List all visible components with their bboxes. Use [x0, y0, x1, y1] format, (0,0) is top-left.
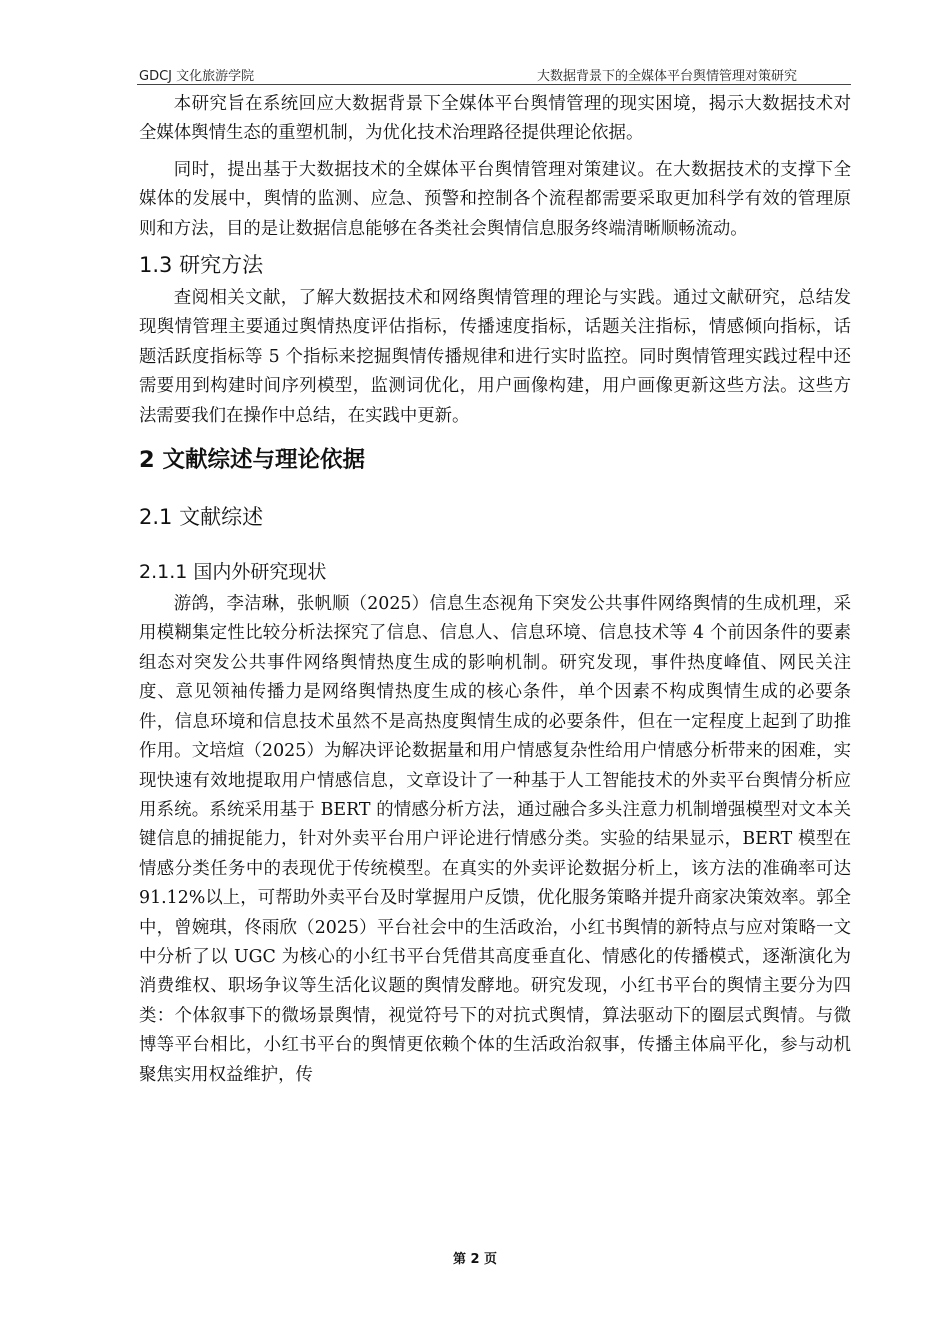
paragraph-literature-review: 游鸽，李洁琳，张帆顺（2025）信息生态视角下突发公共事件网络舆情的生成机理，采用模糊集定性比较分析法探究了信息、信息人、信息环境、信息技术等 4 个前因条件的要素组态对突发公共事件网络舆情热度生成的影响机制。研究发现，事件热度峰值、网民关注度、意见领袖传播力是网络舆情热度生成的核心条件，单个因素不构成舆情生成的必要条件，信息环境和信息技术虽然不是高热度舆情生成的必要条件，但在一定程度上起到了助推作用。文培煊（2025）为解决评论数据量和用户情感复杂性给用户情感分析带来的困难，实现快速有效地提取用户情感信息，文章设计了一种基于人工智能技术的外卖平台舆情分析应用系统。系统采用基于 BERT 的情感分析方法，通过融合多头注意力机制增强模型对文本关键信息的捕捉能力，针对外卖平台用户评论进行情感分类。实验的结果显示，BERT 模型在情感分类任务中的表现优于传统模型。在真实的外卖评论数据分析上，该方法的准确率可达 91.12%以上，可帮助外卖平台及时掌握用户反馈，优化服务策略并提升商家决策效率。郭全中，曾婉琪，佟雨欣（2025）平台社会中的生活政治，小红书舆情的新特点与应对策略一文中分析了以 UGC 为核心的小红书平台凭借其高度垂直化、情感化的传播模式，逐渐演化为消费维权、职场争议等生活化议题的舆情发酵地。研究发现，小红书平台的舆情主要分为四类：个体叙事下的微场景舆情，视觉符号下的对抗式舆情，算法驱动下的圈层式舆情。与微博等平台相比，小红书平台的舆情更依赖个体的生活政治叙事，传播主体扁平化，参与动机聚焦实用权益维护，传 [139, 594, 851, 1085]
paragraph-research-aim: 本研究旨在系统回应大数据背景下全媒体平台舆情管理的现实困境，揭示大数据技术对全媒体舆情生态的重塑机制，为优化技术治理路径提供理论依据。 [139, 94, 851, 144]
page-content [139, 90, 851, 1090]
header-thesis-title: 大数据背景下的全媒体平台舆情管理对策研究 [536, 69, 797, 84]
paragraph-countermeasures: 同时，提出基于大数据技术的全媒体平台舆情管理对策建议。在大数据技术的支撑下全媒体的发展中，舆情的监测、应急、预警和控制各个流程都需要采取更加科学有效的管理原则和方法，目的是让数据信息能够在各类社会舆情信息服务终端清晰顺畅流动。 [139, 159, 851, 239]
heading-2-1-1: 2.1.1 国内外研究现状 [139, 561, 327, 584]
heading-1-3: 1.3 研究方法 [139, 253, 264, 278]
paragraph-research-methods: 查阅相关文献，了解大数据技术和网络舆情管理的理论与实践。通过文献研究，总结发现舆情管理主要通过舆情热度评估指标，传播速度指标，话题关注指标，情感倾向指标，话题活跃度指标等 5 个指标来挖掘舆情传播规律和进行实时监控。同时舆情管理实践过程中还需要用到构建时间序列模型，监测词优化，用户画像构建，用户画像更新这些方法。这些方法需要我们在操作中总结，在实践中更新。 [139, 288, 851, 426]
header-institution: GDCJ 文化旅游学院 [139, 69, 255, 84]
page-number: 第 2 页 [452, 1252, 498, 1267]
page-header [137, 64, 851, 85]
heading-chapter-2: 2 文献综述与理论依据 [139, 447, 365, 474]
heading-2-1: 2.1 文献综述 [139, 505, 264, 530]
